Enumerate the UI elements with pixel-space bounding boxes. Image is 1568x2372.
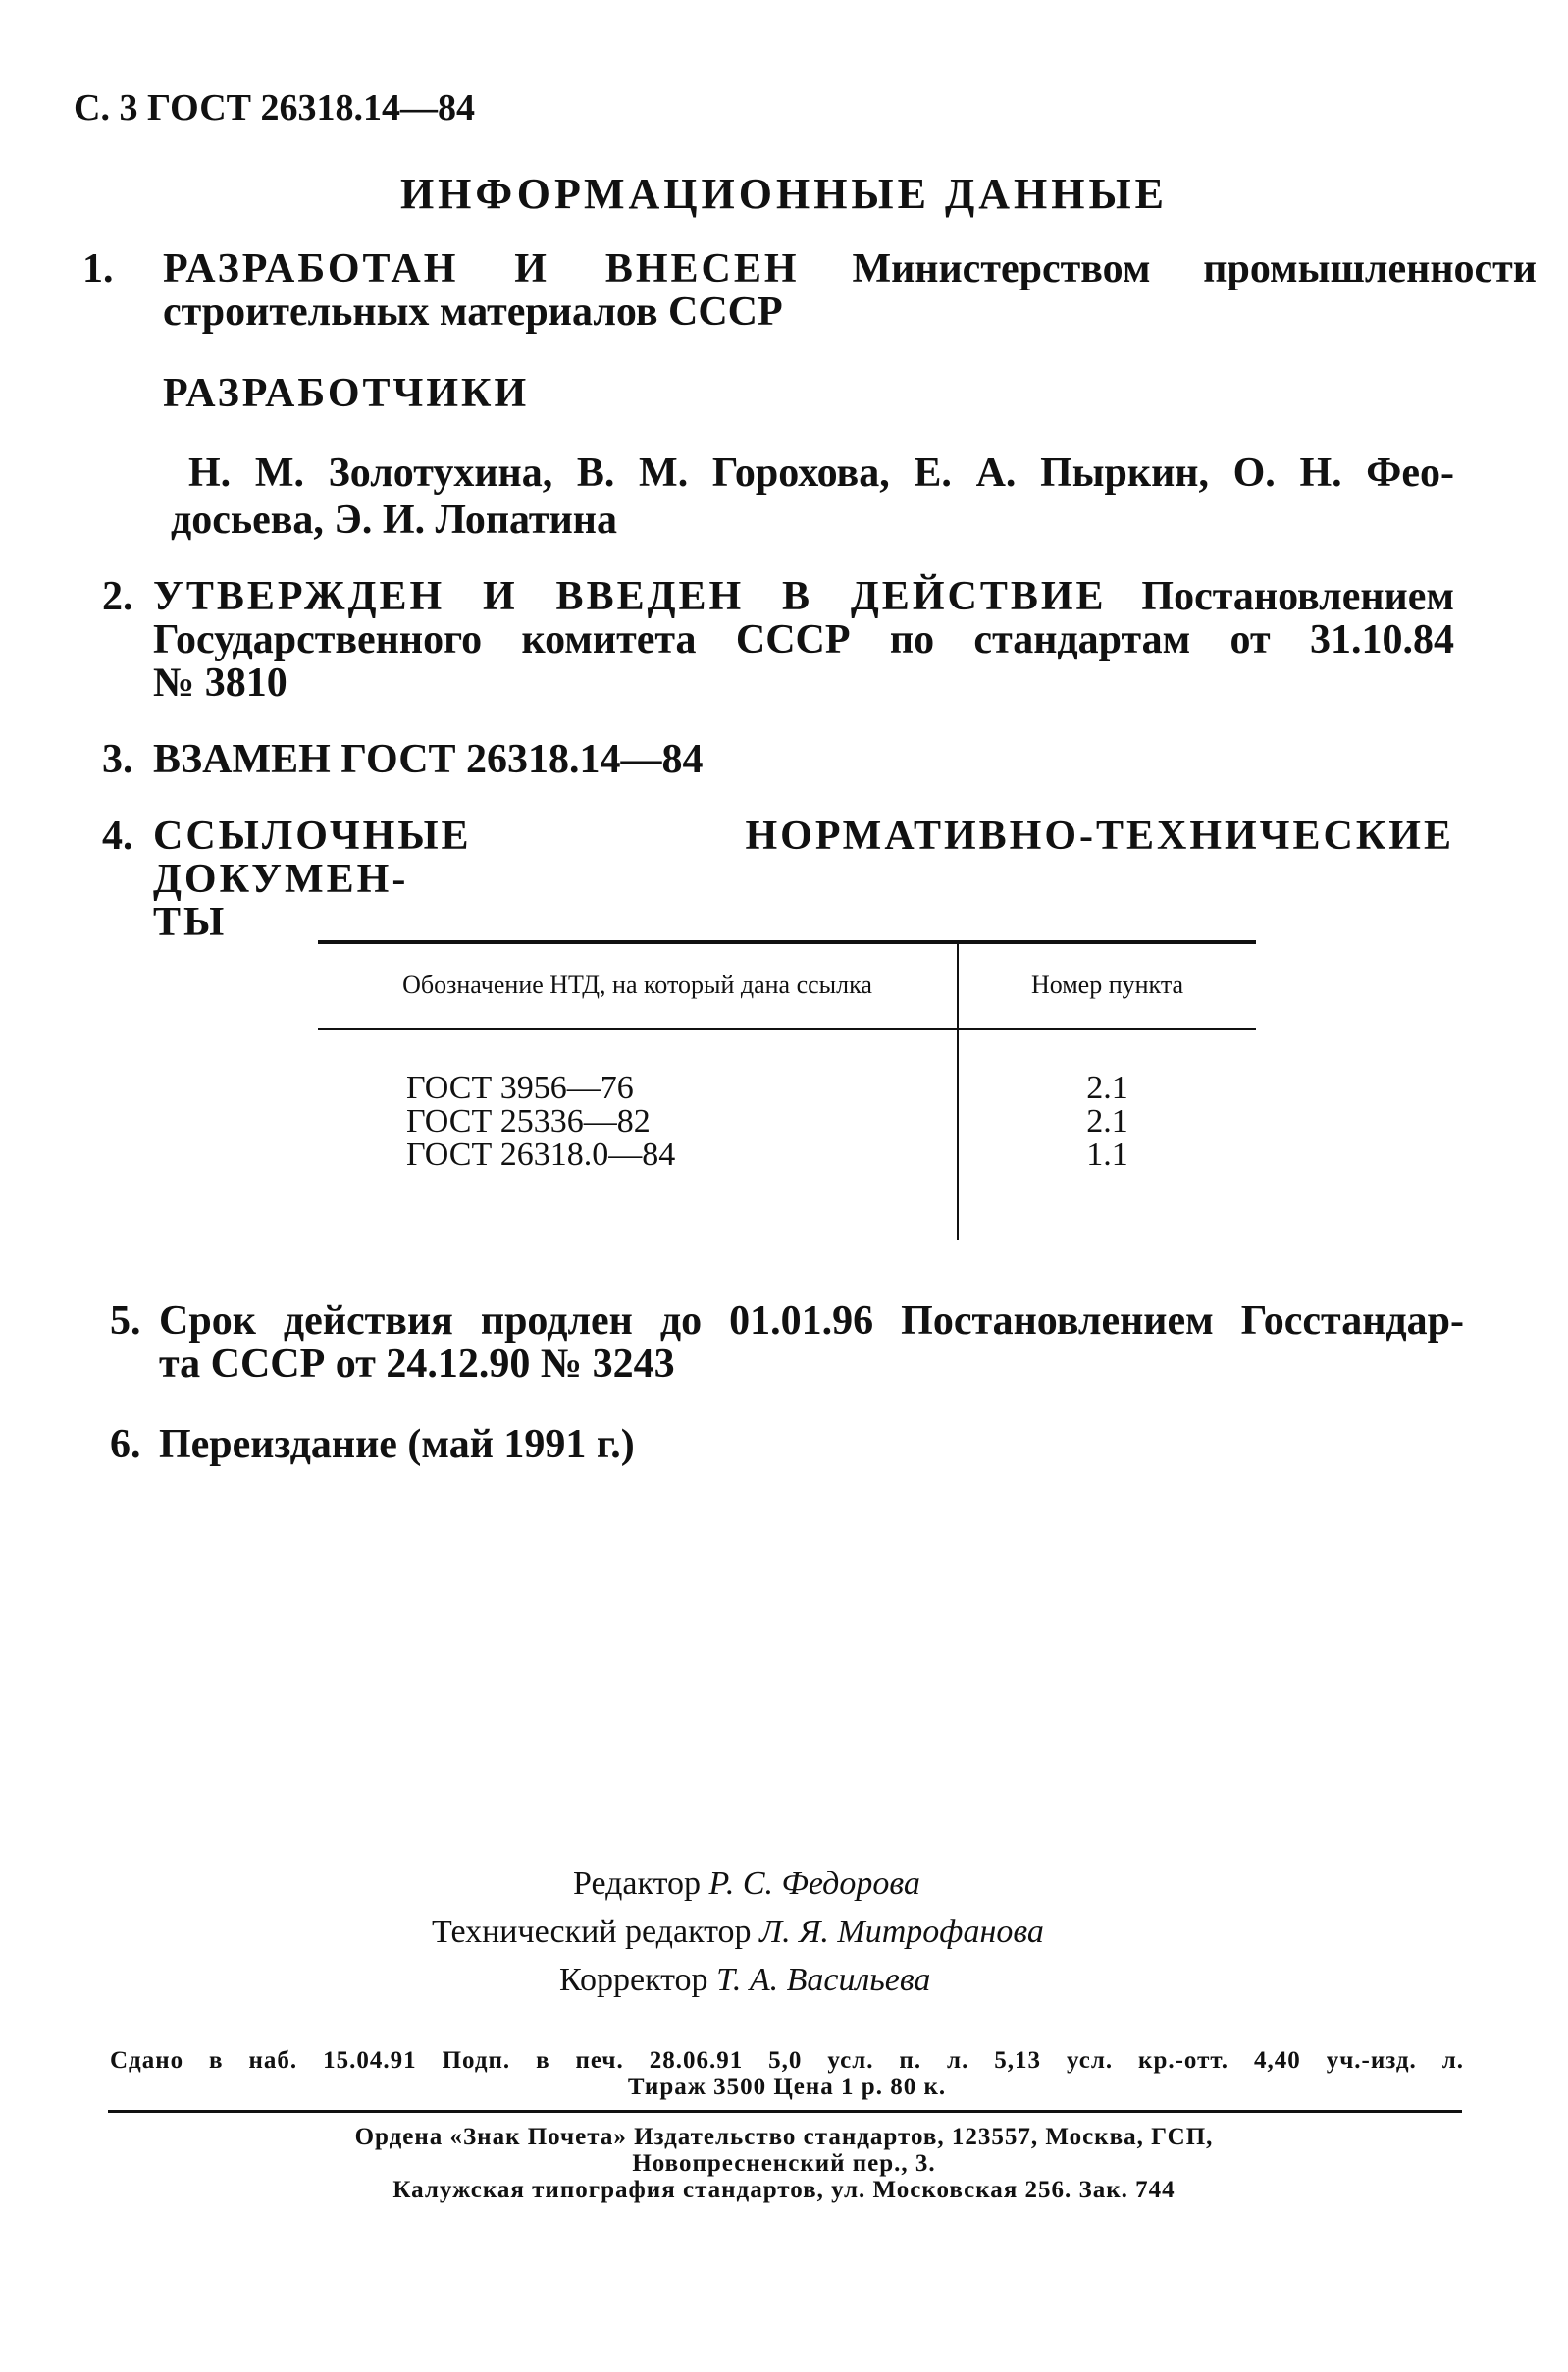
developers-list bbox=[171, 449, 1454, 544]
point-cell: 2.1 bbox=[1086, 1103, 1128, 1139]
doc-cell: ГОСТ 26318.0—84 bbox=[406, 1136, 676, 1173]
table-row bbox=[318, 1029, 1256, 1240]
table-cell-points bbox=[958, 1029, 1256, 1240]
item-heading: УТВЕРЖДЕН И ВВЕДЕН В ДЕЙСТВИЕ bbox=[153, 574, 1107, 619]
item-text: Министерством промышленности bbox=[799, 246, 1537, 291]
page-title: ИНФОРМАЦИОННЫЕ ДАННЫЕ bbox=[399, 170, 1169, 218]
col-header-document: Обозначение НТД, на который дана ссылка bbox=[318, 942, 958, 1029]
credit-name: Л. Я. Митрофанова bbox=[759, 1914, 1044, 1950]
item-text: Переиздание (май 1991 г.) bbox=[159, 1422, 635, 1467]
item-heading: ССЫЛОЧНЫЕ НОРМАТИВНО-ТЕХНИЧЕСКИЕ ДОКУМЕН- bbox=[153, 814, 1454, 902]
divider bbox=[108, 2110, 1462, 2113]
item-text-line2: та СССР от 24.12.90 № 3243 bbox=[159, 1342, 675, 1387]
imprint-line: Сдано в наб. 15.04.91 Подп. в печ. 28.06.91 5,0 усл. п. л. 5,13 усл. кр.-отт. 4,40 уч.-изд. л. bbox=[110, 2047, 1464, 2074]
item-number: 6. bbox=[110, 1422, 141, 1467]
imprint-print-data bbox=[110, 2047, 1464, 2100]
developers-line1: Н. М. Золотухина, В. М. Горохова, Е. А. Пыркин, О. Н. Фео- bbox=[188, 450, 1454, 496]
point-cell: 2.1 bbox=[1086, 1070, 1128, 1106]
doc-cell: ГОСТ 3956—76 bbox=[406, 1070, 634, 1106]
col-header-point: Номер пункта bbox=[958, 942, 1256, 1029]
credit-tech-editor bbox=[432, 1908, 1044, 1956]
imprint-line: Тираж 3500 Цена 1 р. 80 к. bbox=[627, 2074, 947, 2100]
item-text: Постановлением bbox=[1106, 574, 1455, 619]
imprint-line: Ордена «Знак Почета» Издательство стандартов, 123557, Москва, ГСП, bbox=[354, 2124, 1214, 2150]
item-number: 3. bbox=[102, 737, 133, 782]
table-cell-documents bbox=[318, 1029, 958, 1240]
credit-label: Корректор bbox=[559, 1962, 708, 1998]
item-text: Срок действия продлен до 01.01.96 Постановлением Госстандар- bbox=[159, 1298, 1464, 1344]
credit-label: Редактор bbox=[573, 1866, 701, 1902]
page-header: С. 3 ГОСТ 26318.14—84 bbox=[74, 87, 475, 129]
item-text-line2: строительных материалов СССР bbox=[163, 290, 783, 335]
item-text-line3: № 3810 bbox=[153, 660, 287, 706]
item-heading-line2: ТЫ bbox=[153, 900, 228, 945]
credit-name: Т. А. Васильева bbox=[716, 1962, 931, 1998]
item-heading: РАЗРАБОТАН И ВНЕСЕН bbox=[163, 246, 800, 291]
doc-cell: ГОСТ 25336—82 bbox=[406, 1103, 651, 1139]
item-text: ВЗАМЕН ГОСТ 26318.14—84 bbox=[153, 737, 704, 782]
developers-heading: РАЗРАБОТЧИКИ bbox=[163, 371, 530, 416]
item-number: 2. bbox=[102, 574, 133, 619]
credit-editor bbox=[573, 1860, 920, 1908]
credit-corrector bbox=[559, 1956, 930, 2004]
imprint-publisher bbox=[0, 2124, 1568, 2203]
imprint-line: Калужская типография стандартов, ул. Московская 256. Зак. 744 bbox=[392, 2177, 1176, 2203]
credit-label: Технический редактор bbox=[432, 1914, 752, 1950]
item-number: 4. bbox=[102, 814, 133, 859]
item-number: 5. bbox=[110, 1298, 141, 1344]
point-cell: 1.1 bbox=[1086, 1136, 1128, 1173]
item-text-line2: Государственного комитета СССР по стандартам от 31.10.84 bbox=[153, 617, 1454, 662]
item-number: 1. bbox=[82, 246, 114, 291]
table-header-row bbox=[318, 942, 1256, 1029]
imprint-line: Новопресненский пер., 3. bbox=[632, 2150, 936, 2177]
credit-name: Р. С. Федорова bbox=[708, 1866, 920, 1902]
reference-table bbox=[318, 940, 1256, 1240]
developers-line2: досьева, Э. И. Лопатина bbox=[171, 498, 617, 543]
